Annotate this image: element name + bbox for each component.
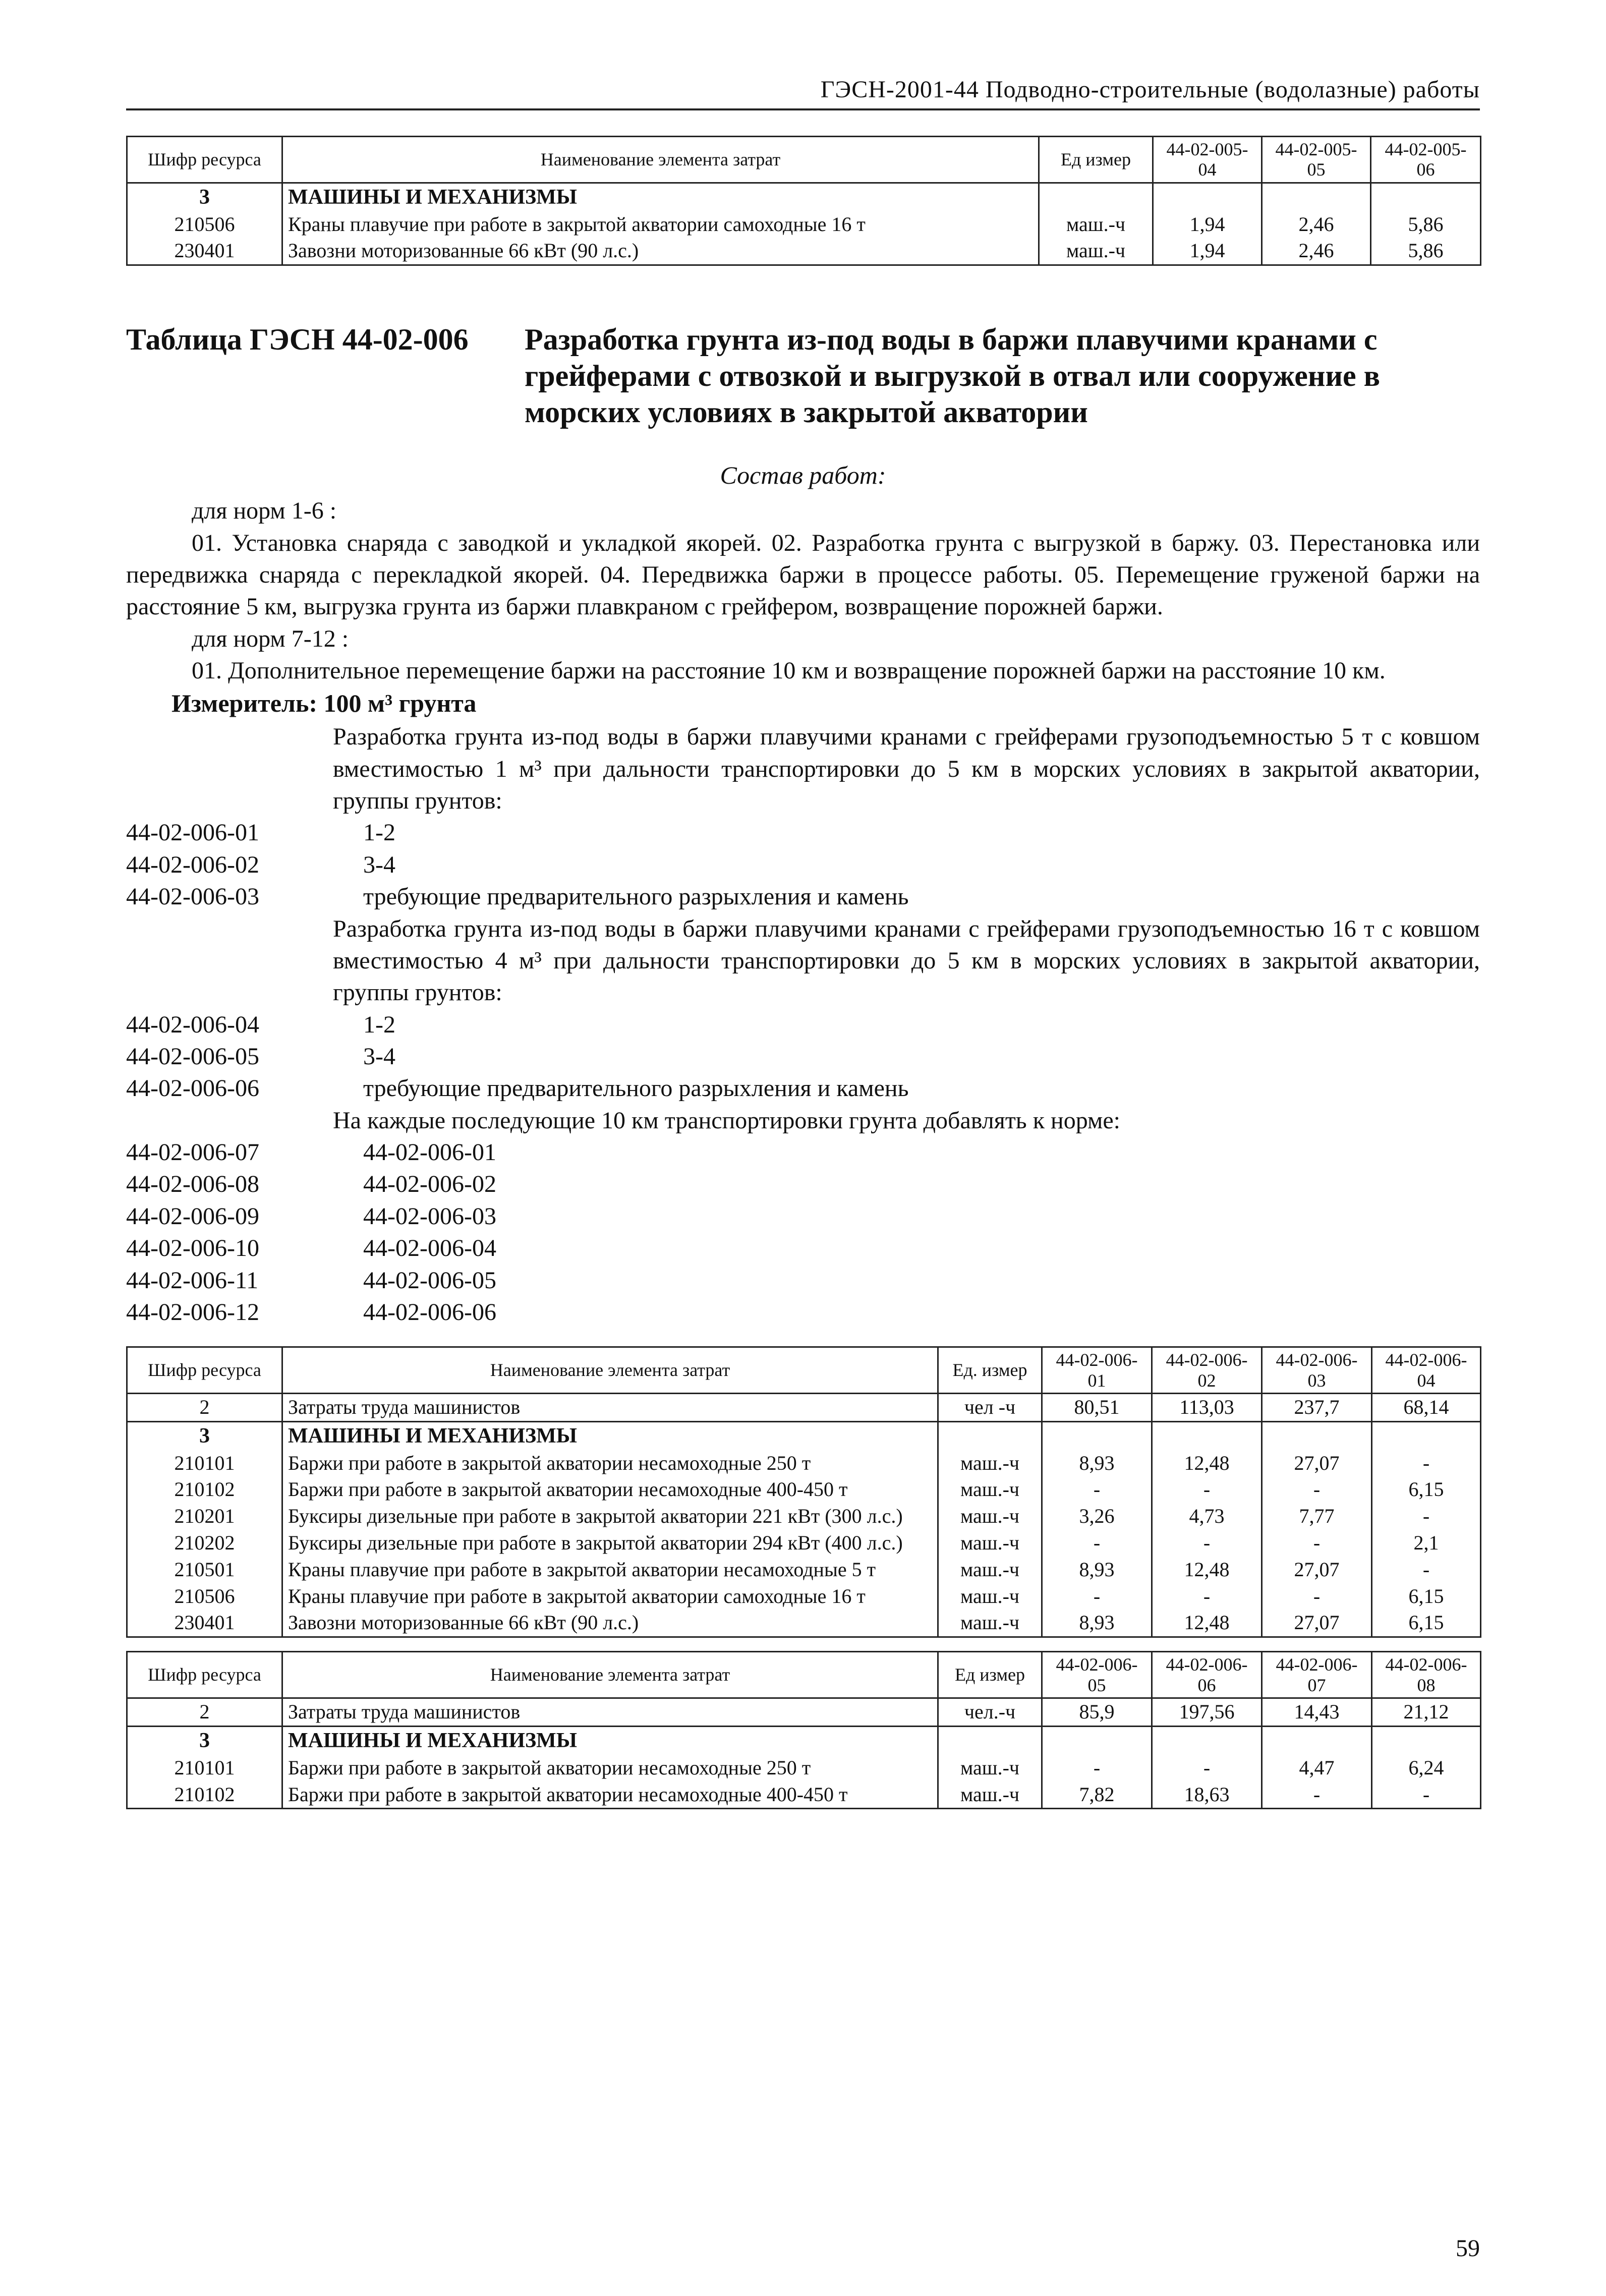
resource-unit: маш.-ч [938, 1503, 1042, 1530]
norm-value: - [1262, 1530, 1372, 1557]
norm-value: 6,15 [1372, 1610, 1481, 1637]
norm-value: 237,7 [1262, 1393, 1372, 1421]
col-name-header: Наименование элемента затрат [282, 137, 1039, 183]
table-row [127, 1610, 1481, 1637]
norm-code: 44-02-006-02 [126, 851, 259, 878]
resource-name: Завозни моторизованные 66 кВт (90 л.с.) [282, 1610, 938, 1637]
composition-label: Состав работ: [720, 461, 886, 490]
group-name: МАШИНЫ И МЕХАНИЗМЫ [282, 183, 1039, 211]
norm-group-description: На каждые последующие 10 км транспортировки грунта добавлять к норме: [333, 1107, 1120, 1134]
measure-line [126, 688, 1480, 718]
norm-value: 1-2 [363, 819, 395, 846]
resource-name: Затраты труда машинистов [282, 1698, 938, 1726]
norm-group-description: Разработка грунта из-под воды в баржи плавучими кранами с грейферами грузоподъемностью 16 т с ковшом вместимостью 4 м³ при дальности транспортировки до 5 км в морских условиях в закрытой акватории, группы грунтов: [333, 915, 1480, 1006]
norm-value: - [1042, 1476, 1152, 1503]
measure-label: Измеритель: [171, 689, 318, 718]
norm-value: 8,93 [1042, 1557, 1152, 1583]
works-7-12: 01. Дополнительное перемещение баржи на расстояние 10 км и возвращение порожней баржи на расстояние 10 км. [192, 657, 1386, 684]
page-number: 59 [1456, 2235, 1480, 2262]
list-item [126, 1072, 1480, 1104]
norm-value: 3-4 [363, 1043, 395, 1070]
norm-value: - [1152, 1530, 1262, 1557]
norm-value: 5,86 [1371, 211, 1481, 238]
norm-value: 27,07 [1262, 1557, 1372, 1583]
table-row [127, 1782, 1481, 1809]
norm-value: требующие предварительного разрыхления и камень [363, 883, 909, 910]
resource-unit: чел -ч [938, 1393, 1042, 1421]
col-name-header: Наименование элемента затрат [282, 1347, 938, 1394]
norm-code: 44-02-006-10 [126, 1235, 259, 1262]
list-item [126, 1168, 1480, 1200]
group-name: МАШИНЫ И МЕХАНИЗМЫ [282, 1726, 938, 1755]
col-norm-header: 44-02-006-01 [1042, 1347, 1152, 1394]
resource-unit: маш.-ч [938, 1557, 1042, 1583]
norm-value: 27,07 [1262, 1610, 1372, 1637]
table-header-row [127, 1652, 1481, 1698]
resource-code: 230401 [127, 238, 282, 265]
norm-value: 2,46 [1262, 238, 1371, 265]
list-item [126, 1265, 1480, 1296]
norm-value: - [1042, 1583, 1152, 1610]
resource-code: 230401 [127, 1610, 282, 1637]
resource-name: Краны плавучие при работе в закрытой акватории самоходные 16 т [282, 211, 1039, 238]
norm-value: 27,07 [1262, 1450, 1372, 1477]
norm-value: 21,12 [1372, 1698, 1481, 1726]
col-unit-header: Ед. измер [938, 1347, 1042, 1394]
norm-value: требующие предварительного разрыхления и камень [363, 1075, 909, 1102]
norm-value: 80,51 [1042, 1393, 1152, 1421]
resource-unit: чел.-ч [938, 1698, 1042, 1726]
resource-code: 210102 [127, 1476, 282, 1503]
norm-code: 44-02-006-11 [126, 1267, 259, 1294]
section-title-rest: Разработка грунта из-под воды в баржи плавучими кранами с грейферами с отвозкой и выгрузкой в отвал или сооружение в морских условиях в закрытой акватории [525, 323, 1381, 429]
norms-1-6-label: для норм 1-6 : [192, 497, 337, 525]
norm-value: 44-02-006-02 [363, 1171, 496, 1198]
col-code-header: Шифр ресурса [127, 1652, 282, 1698]
norm-value: 6,15 [1372, 1583, 1481, 1610]
norm-value: 7,82 [1042, 1782, 1152, 1809]
resource-code: 2 [127, 1698, 282, 1726]
list-item [126, 881, 1480, 912]
norm-value: 12,48 [1152, 1610, 1262, 1637]
col-unit-header: Ед измер [1039, 137, 1153, 183]
norm-value: 85,9 [1042, 1698, 1152, 1726]
norm-value: - [1372, 1503, 1481, 1530]
list-item [126, 1232, 1480, 1264]
table-row [127, 1503, 1481, 1530]
resource-code: 210201 [127, 1503, 282, 1530]
norm-code: 44-02-006-06 [126, 1075, 259, 1102]
section-title [126, 321, 1480, 430]
resource-name: Краны плавучие при работе в закрытой акватории несамоходные 5 т [282, 1557, 938, 1583]
norm-value: 197,56 [1152, 1698, 1262, 1726]
table-header-row [127, 1347, 1481, 1394]
norm-value: 4,47 [1262, 1755, 1372, 1782]
list-item [126, 1009, 1480, 1041]
page [126, 76, 1480, 1809]
norm-value: 6,15 [1372, 1476, 1481, 1503]
table-row [127, 238, 1481, 265]
col-norm-header: 44-02-006-05 [1042, 1652, 1152, 1698]
resource-code: 210101 [127, 1450, 282, 1477]
norm-value: - [1152, 1755, 1262, 1782]
resource-unit: маш.-ч [938, 1782, 1042, 1809]
norm-value: 3,26 [1042, 1503, 1152, 1530]
col-norm-header: 44-02-005-05 [1262, 137, 1371, 183]
resource-unit: маш.-ч [938, 1610, 1042, 1637]
measure-value: 100 м³ грунта [323, 689, 477, 718]
list-item [126, 1136, 1480, 1168]
table-header-row [127, 137, 1481, 183]
norm-value: 44-02-006-04 [363, 1235, 496, 1262]
norm-value: - [1042, 1530, 1152, 1557]
norm-code: 44-02-006-01 [126, 819, 259, 846]
resource-unit: маш.-ч [938, 1583, 1042, 1610]
norm-value: 14,43 [1262, 1698, 1372, 1726]
resource-unit: маш.-ч [938, 1530, 1042, 1557]
resource-name: Завозни моторизованные 66 кВт (90 л.с.) [282, 238, 1039, 265]
resource-code: 210202 [127, 1530, 282, 1557]
resource-code: 210501 [127, 1557, 282, 1583]
norm-value: 7,77 [1262, 1503, 1372, 1530]
norm-value: 44-02-006-03 [363, 1202, 496, 1230]
norm-value: 44-02-006-06 [363, 1298, 496, 1326]
col-unit-header: Ед измер [938, 1652, 1042, 1698]
list-item [126, 849, 1480, 881]
list-item [126, 817, 1480, 848]
resource-name: Баржи при работе в закрытой акватории несамоходные 400-450 т [282, 1782, 938, 1809]
resource-table-005 [126, 136, 1481, 266]
norm-value: 68,14 [1372, 1393, 1481, 1421]
norm-value: 2,46 [1262, 211, 1371, 238]
col-name-header: Наименование элемента затрат [282, 1652, 938, 1698]
group-code: 3 [127, 1421, 282, 1450]
running-header: ГЭСН-2001-44 Подводно-строительные (водолазные) работы [126, 76, 1480, 110]
resource-code: 210506 [127, 1583, 282, 1610]
resource-unit: маш.-ч [1039, 211, 1153, 238]
section-title-lead: Таблица ГЭСН 44-02-006 [126, 323, 469, 357]
norm-list [126, 721, 1480, 1328]
resource-name: Затраты труда машинистов [282, 1393, 938, 1421]
resource-name: Баржи при работе в закрытой акватории несамоходные 250 т [282, 1450, 938, 1477]
norm-code: 44-02-006-12 [126, 1298, 259, 1326]
norm-value: 8,93 [1042, 1450, 1152, 1477]
norm-value: - [1262, 1476, 1372, 1503]
table-row [127, 1476, 1481, 1503]
list-item [126, 1041, 1480, 1072]
group-code: 3 [127, 183, 282, 211]
table-row [127, 1530, 1481, 1557]
resource-unit: маш.-ч [938, 1450, 1042, 1477]
resource-unit: маш.-ч [938, 1755, 1042, 1782]
resource-unit: маш.-ч [938, 1476, 1042, 1503]
norm-code: 44-02-006-03 [126, 883, 259, 910]
norm-code: 44-02-006-09 [126, 1202, 259, 1230]
group-name: МАШИНЫ И МЕХАНИЗМЫ [282, 1421, 938, 1450]
list-item [126, 1200, 1480, 1232]
resource-table-006-05-08 [126, 1651, 1481, 1809]
labor-row [127, 1698, 1481, 1726]
resource-unit: маш.-ч [1039, 238, 1153, 265]
norms-7-12-label: для норм 7-12 : [192, 625, 349, 652]
norm-value: 113,03 [1152, 1393, 1262, 1421]
norm-value: - [1372, 1450, 1481, 1477]
group-row [127, 1421, 1481, 1450]
table-row [127, 1755, 1481, 1782]
resource-table-006-01-04 [126, 1346, 1481, 1638]
norm-code: 44-02-006-04 [126, 1011, 259, 1038]
norm-value: 44-02-006-01 [363, 1139, 496, 1166]
norm-value: - [1372, 1782, 1481, 1809]
resource-code: 210101 [127, 1755, 282, 1782]
col-norm-header: 44-02-006-04 [1372, 1347, 1481, 1394]
norm-value: 12,48 [1152, 1557, 1262, 1583]
norm-value: 3-4 [363, 851, 395, 878]
norm-value: - [1152, 1476, 1262, 1503]
table-row [127, 1450, 1481, 1477]
norm-value: 5,86 [1371, 238, 1481, 265]
norm-value: 2,1 [1372, 1530, 1481, 1557]
norm-value: - [1042, 1755, 1152, 1782]
resource-name: Буксиры дизельные при работе в закрытой акватории 294 кВт (400 л.с.) [282, 1530, 938, 1557]
norm-value: - [1262, 1782, 1372, 1809]
resource-name: Баржи при работе в закрытой акватории несамоходные 400-450 т [282, 1476, 938, 1503]
norm-value: 12,48 [1152, 1450, 1262, 1477]
resource-code: 210506 [127, 211, 282, 238]
col-norm-header: 44-02-006-08 [1372, 1652, 1481, 1698]
list-item [126, 1296, 1480, 1328]
table-row [127, 211, 1481, 238]
col-norm-header: 44-02-005-04 [1153, 137, 1262, 183]
norm-value: 18,63 [1152, 1782, 1262, 1809]
table-row [127, 1583, 1481, 1610]
group-row [127, 183, 1481, 211]
group-row [127, 1726, 1481, 1755]
norm-value: 1,94 [1153, 211, 1262, 238]
works-1-6: 01. Установка снаряда с заводкой и укладкой якорей. 02. Разработка грунта с выгрузкой в баржу. 03. Перестановка или передвижка снаряда с перекладкой якорей. 04. Передвижка баржи в процессе работы. 05. Перемещение груженой баржи на расстояние 5 км, выгрузка грунта из баржи плавкраном с грейфером, возвращение порожней баржи. [126, 529, 1480, 620]
col-code-header: Шифр ресурса [127, 1347, 282, 1394]
group-code: 3 [127, 1726, 282, 1755]
norm-value: 1,94 [1153, 238, 1262, 265]
norm-value: 8,93 [1042, 1610, 1152, 1637]
norm-value: 44-02-006-05 [363, 1267, 496, 1294]
labor-row [127, 1393, 1481, 1421]
col-norm-header: 44-02-006-03 [1262, 1347, 1372, 1394]
resource-name: Баржи при работе в закрытой акватории несамоходные 250 т [282, 1755, 938, 1782]
norm-code: 44-02-006-05 [126, 1043, 259, 1070]
norm-value: - [1262, 1583, 1372, 1610]
norm-group-description: Разработка грунта из-под воды в баржи плавучими кранами с грейферами грузоподъемностью 5 т с ковшом вместимостью 1 м³ при дальности транспортировки до 5 км в морских условиях в закрытой акватории, группы грунтов: [333, 723, 1480, 815]
col-code-header: Шифр ресурса [127, 137, 282, 183]
works-description [126, 495, 1480, 686]
resource-name: Краны плавучие при работе в закрытой акватории самоходные 16 т [282, 1583, 938, 1610]
col-norm-header: 44-02-006-06 [1152, 1652, 1262, 1698]
col-norm-header: 44-02-006-02 [1152, 1347, 1262, 1394]
norm-value: - [1372, 1557, 1481, 1583]
norm-code: 44-02-006-07 [126, 1139, 259, 1166]
norm-code: 44-02-006-08 [126, 1171, 259, 1198]
norm-value: 1-2 [363, 1011, 395, 1038]
col-norm-header: 44-02-005-06 [1371, 137, 1481, 183]
resource-name: Буксиры дизельные при работе в закрытой акватории 221 кВт (300 л.с.) [282, 1503, 938, 1530]
norm-value: 6,24 [1372, 1755, 1481, 1782]
col-norm-header: 44-02-006-07 [1262, 1652, 1372, 1698]
table-row [127, 1557, 1481, 1583]
resource-code: 2 [127, 1393, 282, 1421]
norm-value: 4,73 [1152, 1503, 1262, 1530]
resource-code: 210102 [127, 1782, 282, 1809]
norm-value: - [1152, 1583, 1262, 1610]
